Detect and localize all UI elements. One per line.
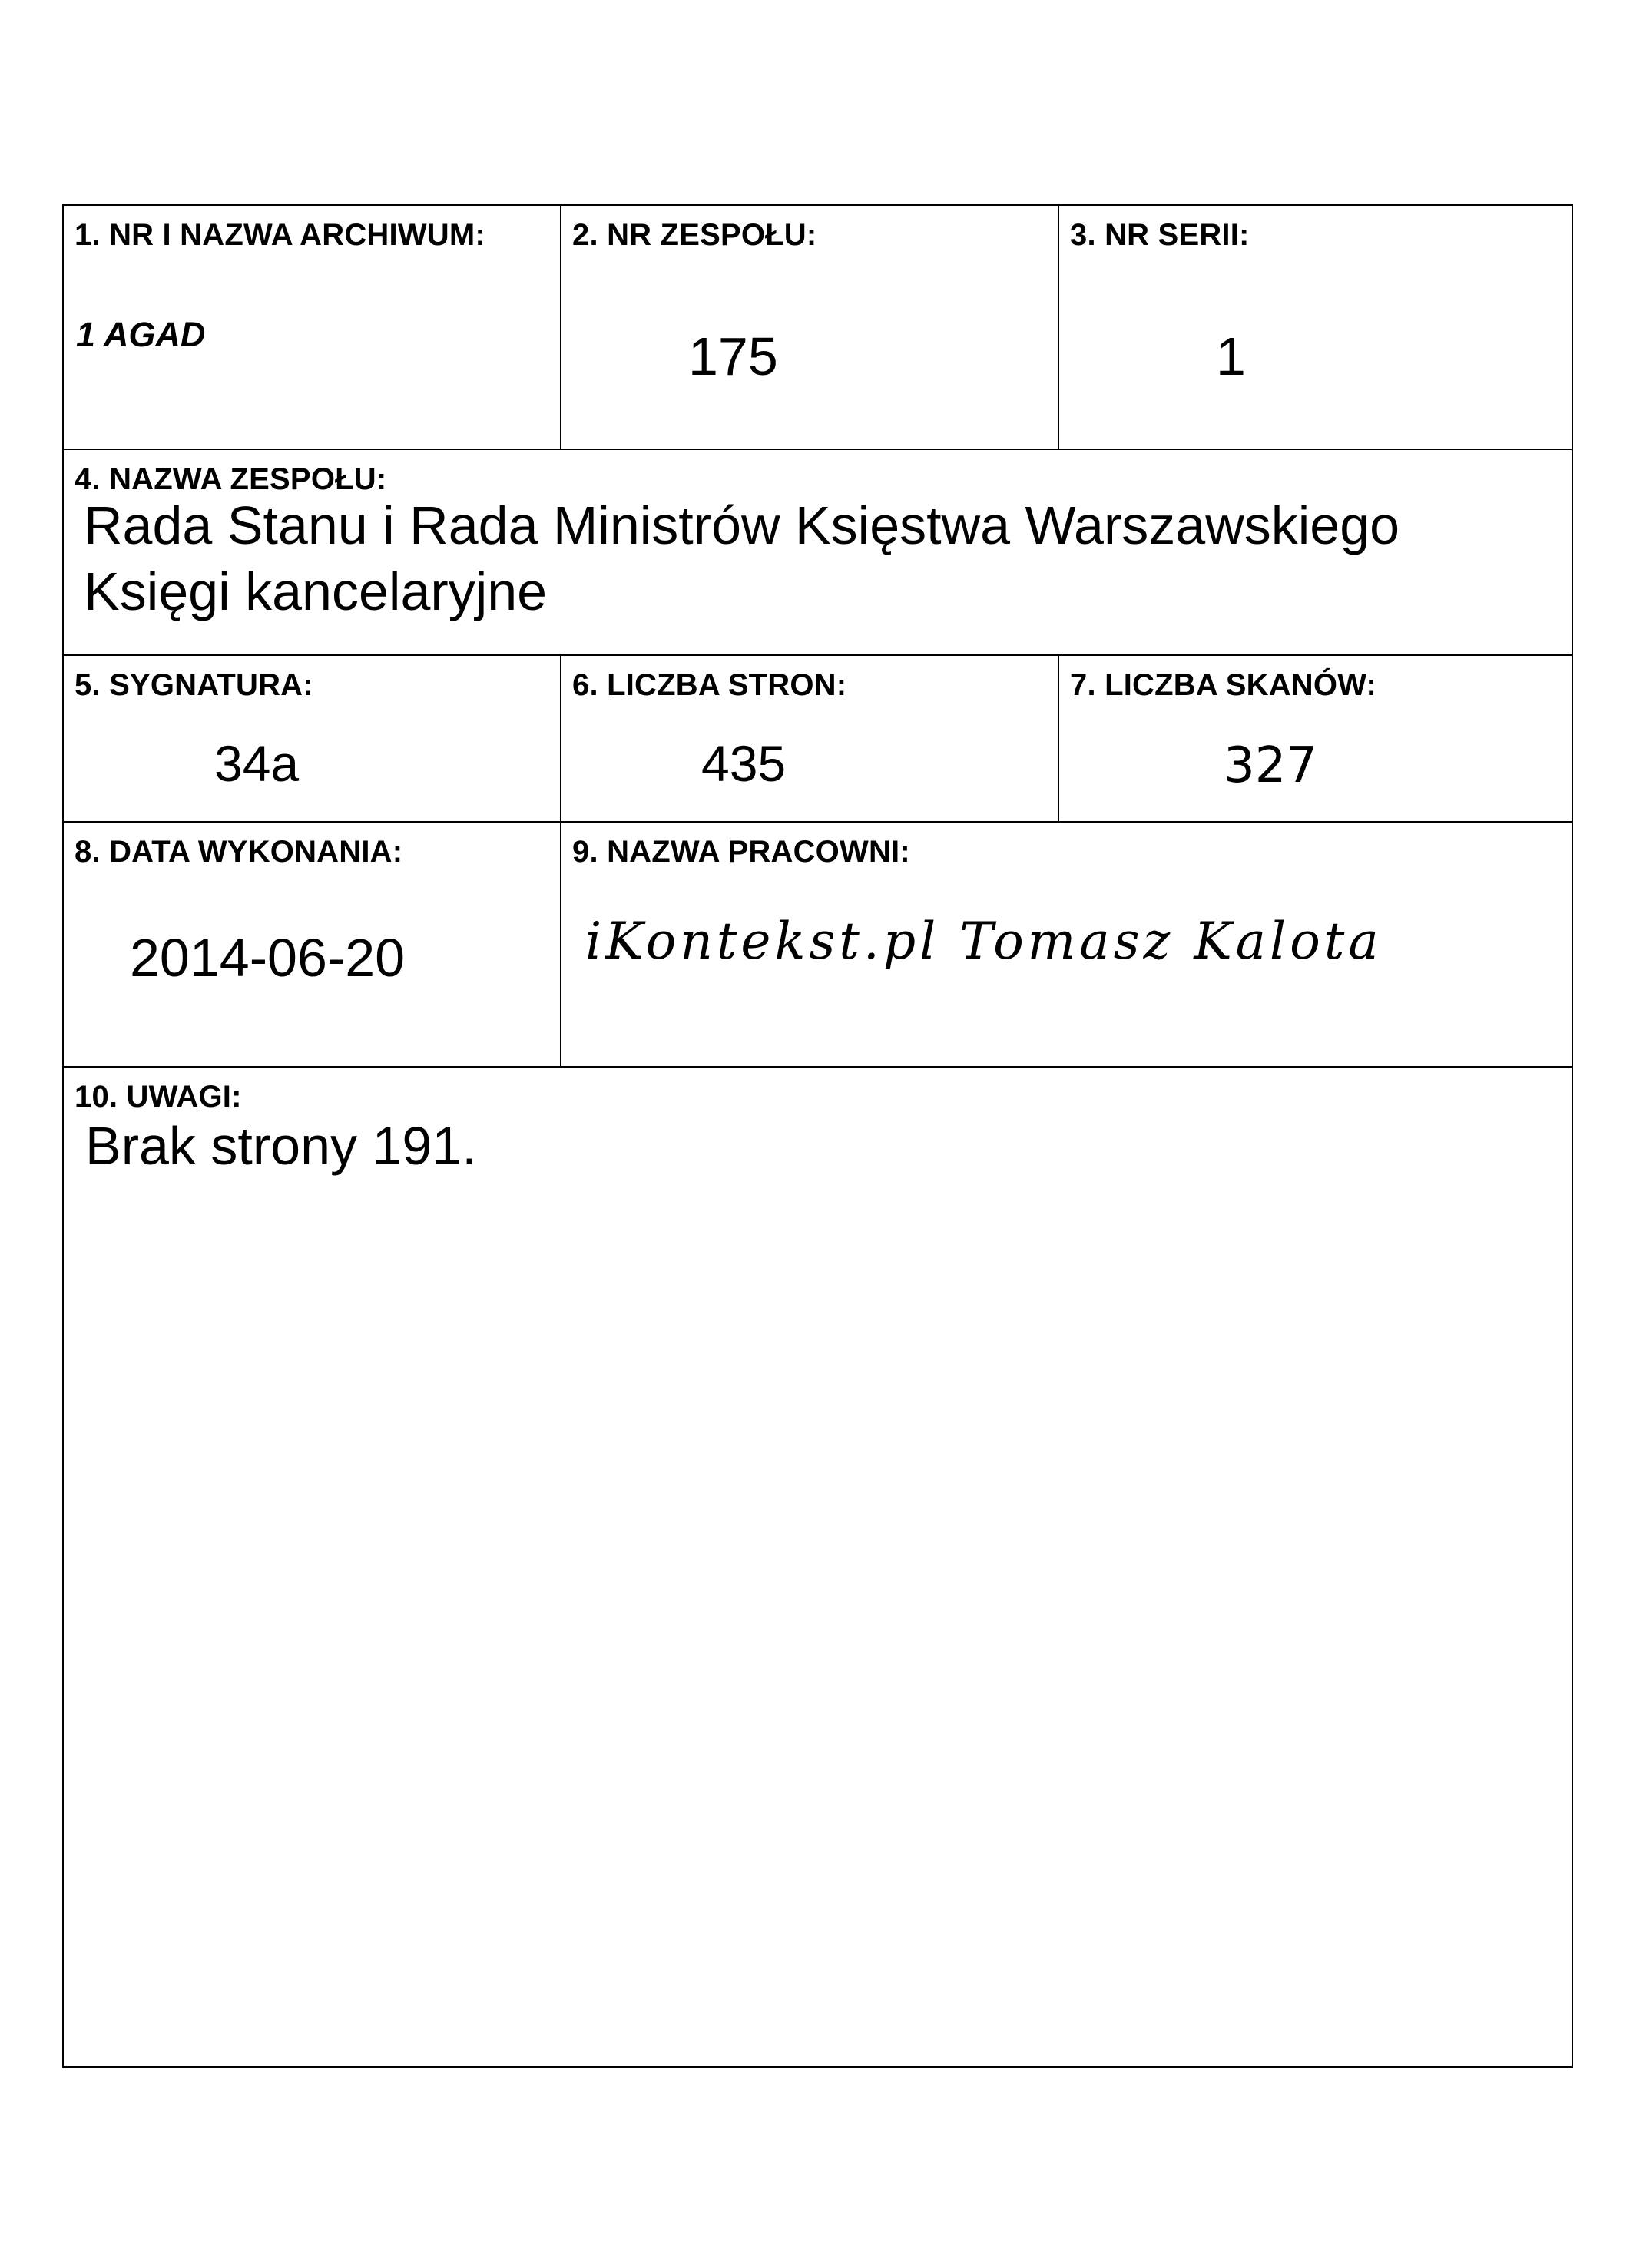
form-row-5 [64,1068,1572,2066]
page-count-cell [561,656,1059,821]
series-number-label: 3. NR SERII: [1070,218,1250,252]
form-row-1 [64,206,1572,450]
form-row-4 [64,823,1572,1068]
archive-value: 1 AGAD [76,315,206,354]
date-value: 2014-06-20 [130,928,406,988]
scan-count-value: 327 [1224,737,1318,794]
page-count-label: 6. LICZBA STRON: [572,668,847,702]
fonds-number-cell [561,206,1059,449]
signature-value: 34a [214,735,300,792]
page-count-value: 435 [701,735,787,792]
series-number-value: 1 [1216,326,1246,386]
notes-cell [64,1068,1572,2066]
archive-label: 1. NR I NAZWA ARCHIWUM: [75,218,485,252]
fonds-number-value: 175 [688,326,778,386]
form-row-2 [64,450,1572,656]
signature-label: 5. SYGNATURA: [75,668,313,702]
scan-count-cell [1059,656,1575,821]
date-cell [64,823,561,1066]
fonds-name-label: 4. NAZWA ZESPOŁU: [75,462,387,496]
fonds-name-line-1: Rada Stanu i Rada Ministrów Księstwa Warszawskiego [84,495,1400,555]
studio-cell [561,823,1575,1066]
fonds-name-line-2: Księgi kancelaryjne [84,561,548,621]
signature-cell [64,656,561,821]
fonds-name-cell [64,450,1572,654]
date-label: 8. DATA WYKONANIA: [75,835,403,869]
notes-value: Brak strony 191. [85,1116,477,1176]
notes-label: 10. UWAGI: [75,1080,242,1114]
series-number-cell [1059,206,1575,449]
fonds-number-label: 2. NR ZESPOŁU: [572,218,817,252]
scan-count-label: 7. LICZBA SKANÓW: [1070,668,1376,702]
studio-value: iKontekst.pl Tomasz Kalota [585,912,1383,971]
archive-cell [64,206,561,449]
form-row-3 [64,656,1572,823]
studio-label: 9. NAZWA PRACOWNI: [572,835,910,869]
metadata-form [62,204,1573,2068]
